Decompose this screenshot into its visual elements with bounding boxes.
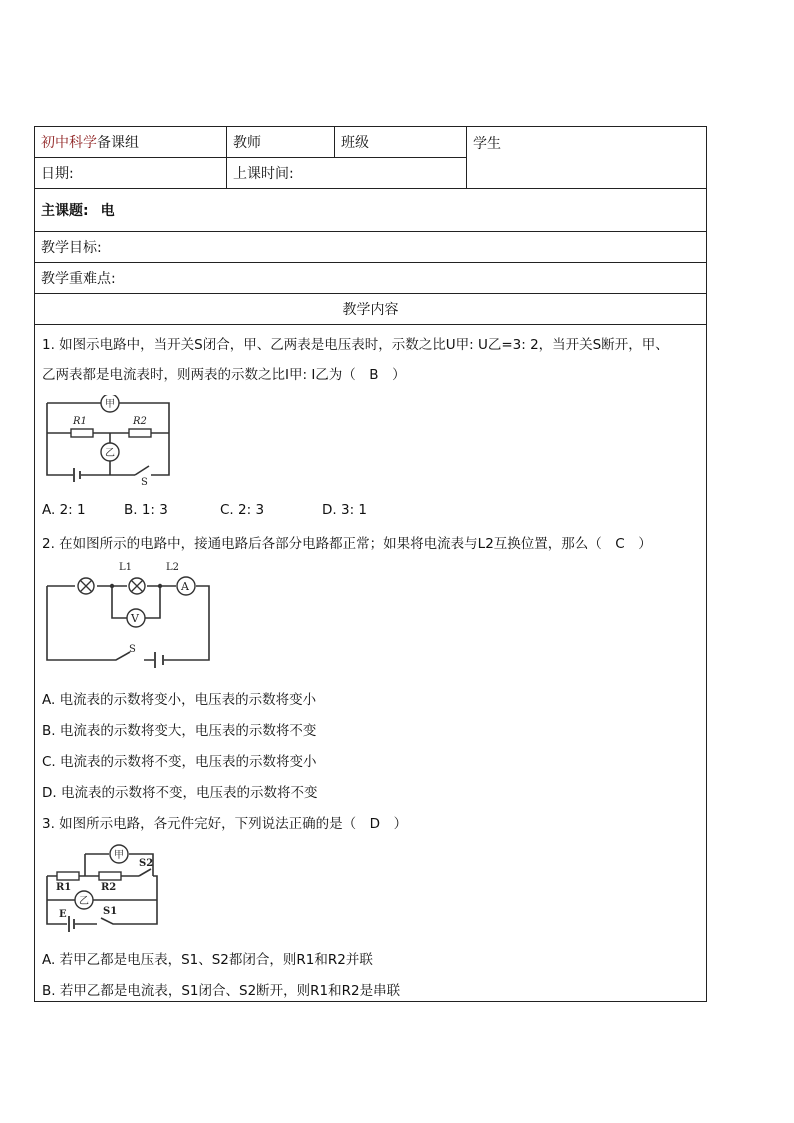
- q1-option-c: C. 2: 3: [220, 502, 265, 518]
- q1-meter-jia-label: 甲: [105, 399, 115, 410]
- q2-s-label: S: [129, 644, 136, 655]
- q1-option-b: B. 1: 3: [124, 502, 168, 518]
- q2-stem: 2. 在如图所示的电路中，接通电路后各部分电路都正常；如果将电流表与L2互换位置，那么（ C ）: [42, 536, 652, 552]
- q3-stem: 3. 如图所示电路，各元件完好，下列说法正确的是（ D ）: [42, 816, 408, 832]
- q1-option-d: D. 3: 1: [322, 502, 367, 518]
- q3-e-label: E: [59, 909, 67, 920]
- course-suffix: 备课组: [97, 135, 139, 151]
- q2-voltmeter-label: V: [131, 612, 139, 625]
- q3-option-b: B. 若甲乙都是电流表，S1闭合、S2断开，则R1和R2是串联: [42, 983, 401, 999]
- q2-ammeter-label: A: [181, 580, 189, 593]
- q3-meter-yi-label: 乙: [79, 896, 89, 907]
- teacher-label: 教师: [227, 127, 335, 158]
- date-label: 日期:: [35, 158, 227, 189]
- q2-option-a: A. 电流表的示数将变小，电压表的示数将变小: [42, 692, 317, 708]
- teaching-goals-label: 教学目标:: [35, 232, 707, 263]
- q1-r1-label: R1: [73, 416, 87, 427]
- q3-meter-jia-label: 甲: [114, 850, 124, 861]
- q3-option-a: A. 若甲乙都是电压表，S1、S2都闭合，则R1和R2并联: [42, 952, 373, 968]
- q1-r2-label: R2: [133, 416, 147, 427]
- q3-s2-label: S2: [139, 858, 154, 869]
- q3-s1-label: S1: [103, 906, 118, 917]
- q2-circuit-diagram: [43, 558, 213, 668]
- q1-resistor-r1: [71, 429, 93, 437]
- q3-circuit-diagram: [43, 838, 173, 934]
- key-points-label: 教学重难点:: [35, 263, 707, 294]
- q2-l1-label: L1: [119, 562, 133, 573]
- course-prefix: 初中科学: [41, 135, 97, 151]
- q3-resistor-r2: [99, 872, 121, 880]
- q2-l2-label: L2: [166, 562, 180, 573]
- q2-option-b: B. 电流表的示数将变大，电压表的示数将不变: [42, 723, 317, 739]
- topic-label: 主课题:: [41, 203, 89, 219]
- q1-option-a: A. 2: 1: [42, 502, 86, 518]
- q1-stem-line2: 乙两表都是电流表时，则两表的示数之比I甲: I乙为（ B ）: [42, 367, 406, 383]
- q1-switch-s: [135, 466, 149, 475]
- class-time-label: 上课时间:: [227, 158, 467, 189]
- content-title: 教学内容: [35, 294, 707, 325]
- q1-battery: [74, 468, 80, 482]
- q1-resistor-r2: [129, 429, 151, 437]
- q1-stem-line1: 1. 如图示电路中，当开关S闭合，甲、乙两表是电压表时，示数之比U甲: U乙=3: 2，当开关S断开，甲、: [42, 337, 669, 353]
- q2-battery: [155, 652, 163, 668]
- q2-option-d: D. 电流表的示数将不变，电压表的示数将不变: [42, 785, 318, 801]
- q3-r1-label: R1: [56, 882, 72, 893]
- q1-circuit-diagram: [43, 395, 173, 485]
- q3-battery: [69, 916, 74, 932]
- q2-option-c: C. 电流表的示数将不变，电压表的示数将变小: [42, 754, 317, 770]
- q3-r2-label: R2: [101, 882, 117, 893]
- q1-options: [42, 502, 367, 518]
- q3-switch-s2: [139, 869, 151, 876]
- student-label: 学生: [467, 127, 707, 189]
- q1-meter-yi-label: 乙: [105, 448, 115, 459]
- class-label: 班级: [335, 127, 467, 158]
- lesson-plan-table: [34, 126, 707, 1002]
- q3-resistor-r1: [57, 872, 79, 880]
- teaching-content: [35, 325, 707, 1002]
- course-group-cell: [35, 127, 227, 158]
- topic-value: 电: [100, 203, 115, 219]
- q1-s-label: S: [141, 477, 148, 485]
- topic-row: [35, 189, 707, 232]
